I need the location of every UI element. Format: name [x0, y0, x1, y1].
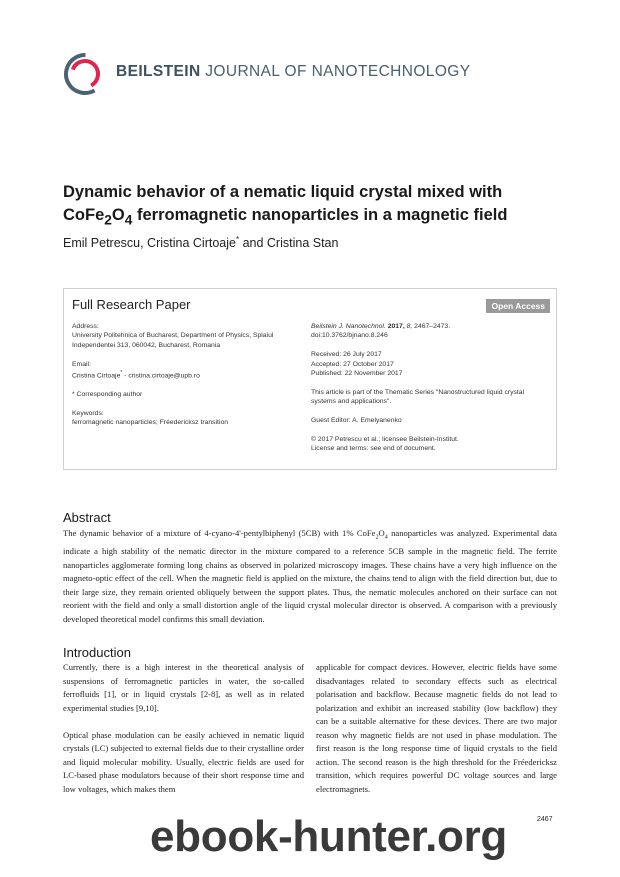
citation-block: Beilstein J. Nanotechnol. 2017, 8, 2467–2473. doi:10.3762/bjnano.8.246	[311, 322, 551, 341]
dates-block: Received: 26 July 2017 Accepted: 27 October 2017 Published: 22 November 2017	[311, 351, 403, 378]
paper-type: Full Research Paper	[72, 297, 191, 312]
paragraph: Currently, there is a high interest in the theoretical analysis of suspensions of ferromagnetic particles in water, the so-called ferrofluids [1], or in liquid crystals [2-8], as well as in related experimental studies [9,10].	[63, 662, 304, 713]
beilstein-logo-icon	[63, 52, 107, 96]
article-title: Dynamic behavior of a nematic liquid crystal mixed with $CoFe_2O_4$ ferromagnetic nanoparticles in a magnetic field	[63, 183, 508, 228]
introduction-left-column	[63, 661, 304, 810]
corresponding-note: * Corresponding author	[72, 391, 143, 399]
copyright-block: © 2017 Petrescu et al.; licensee Beilstein-Institut. License and terms: see end of document.	[311, 435, 459, 453]
info-right-column	[311, 322, 551, 463]
email-link[interactable]: - cristina.cirtoaje@upb.ro	[122, 372, 200, 380]
paragraph: Optical phase modulation can be easily achieved in nematic liquid crystals (LC) subjected to external fields due to their crystalline order and liquid molecular mobility. Usually, electric fields are used for LC-based phase modulators because of their short response time and low voltages, which makes them	[63, 729, 304, 794]
abstract-text: The dynamic behavior of a mixture of 4-cyano-4'-pentylbiphenyl (5CB) with 1% $CoFe_2O_4$ nanoparticles was analyzed. Experimental data indicate a high stability of the nematic director in the mixture compared to a reference 5CB sample in the magnetic field. The ferrite nanoparticles agglomerate forming long chains as observed in polarized microscopy images. These chains have a very high influence on the magneto-optic effect of the cell. When the magnetic field is applied on the mixture, the chains tend to align with the field direction but, due to their large size, they remain oriented obliquely between the support plates. Thus, the nematic molecules anchored on their surface can not reorient with the field and only a small distortion angle of the liquid crystal molecular director is observed. A comparison with a previously developed theoretical model confirms this small deviation.	[63, 528, 557, 624]
guest-editor: Guest Editor: A. Emelyanenko	[311, 417, 402, 425]
abstract-heading: Abstract	[63, 510, 111, 525]
watermark: ebook-hunter.org	[150, 812, 507, 861]
page-number: 2467	[537, 816, 553, 823]
journal-name: BEILSTEIN JOURNAL OF NANOTECHNOLOGY	[116, 63, 471, 80]
author-list: Emil Petrescu, Cristina Cirtoaje* and Cristina Stan	[63, 235, 339, 251]
paragraph: applicable for compact devices. However, electric fields have some disadvantages related to secondary effects such as electrical polarisation and backflow. Because magnetic fields do not lead to polarization and exhibit an increased stability (low backflow) they can be a suitable alternative for these devices. There are two major reason why magnetic fields are not used in phase modulation. The first reason is the long response time of liquid crystals to the field action. The second reason is the high threshold for the Fréedericksz transition, which requires powerful DC voltage sources and large electromagnets.	[316, 662, 557, 794]
article-info-box	[63, 288, 557, 470]
open-access-badge: Open Access	[486, 299, 550, 313]
thematic-series: This article is part of the Thematic Series "Nanostructured liquid crystal systems and applications".	[311, 388, 525, 406]
address-block: Address: University Politehnica of Bucharest, Department of Physics, Splaiul Independentei 313, 060042, Bucharest, Romania	[72, 323, 274, 349]
introduction-right-column	[316, 661, 557, 810]
doi-link[interactable]: doi:10.3762/bjnano.8.246	[311, 332, 388, 340]
introduction-heading: Introduction	[63, 645, 131, 660]
email-block: Email: Cristina Cirtoaje* - cristina.cirtoaje@upb.ro	[72, 360, 200, 380]
keywords-block: Keywords: ferromagnetic nanoparticles; Fréedericksz transition	[72, 409, 229, 427]
info-left-column	[72, 322, 304, 437]
